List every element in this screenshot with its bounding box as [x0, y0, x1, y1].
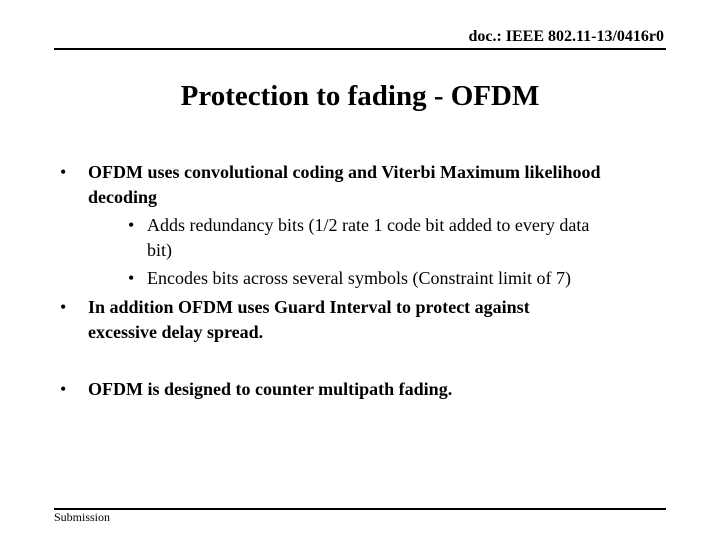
bullet-text	[88, 377, 452, 402]
bullet-line: OFDM uses convolutional coding and Viterbi Maximum likelihood	[88, 162, 601, 182]
bullet-marker: •	[60, 379, 67, 399]
footer-divider	[54, 508, 666, 510]
sub-bullet-line: Encodes bits across several symbols (Constraint limit of 7)	[147, 268, 571, 288]
bullet-line: excessive delay spread.	[88, 322, 264, 342]
sub-bullet-text	[147, 213, 589, 263]
slide-title: Protection to fading - OFDM	[180, 80, 540, 112]
bullet-marker: •	[60, 297, 67, 317]
sub-bullet-marker: •	[128, 215, 135, 235]
header-divider	[54, 48, 666, 50]
sub-bullet-line: bit)	[147, 240, 172, 260]
bullet-text	[88, 295, 530, 345]
footer-label: Submission	[54, 510, 111, 524]
sub-bullet-marker: •	[128, 268, 135, 288]
sub-bullet-text	[147, 266, 571, 291]
document-id: doc.: IEEE 802.11-13/0416r0	[468, 28, 664, 45]
bullet-line: decoding	[88, 187, 158, 207]
bullet-text	[88, 160, 601, 210]
bullet-marker: •	[60, 162, 67, 182]
sub-bullet-line: Adds redundancy bits (1/2 rate 1 code bit added to every data	[147, 215, 590, 235]
bullet-line: OFDM is designed to counter multipath fading.	[88, 379, 453, 399]
bullet-line: In addition OFDM uses Guard Interval to protect against	[88, 297, 530, 317]
